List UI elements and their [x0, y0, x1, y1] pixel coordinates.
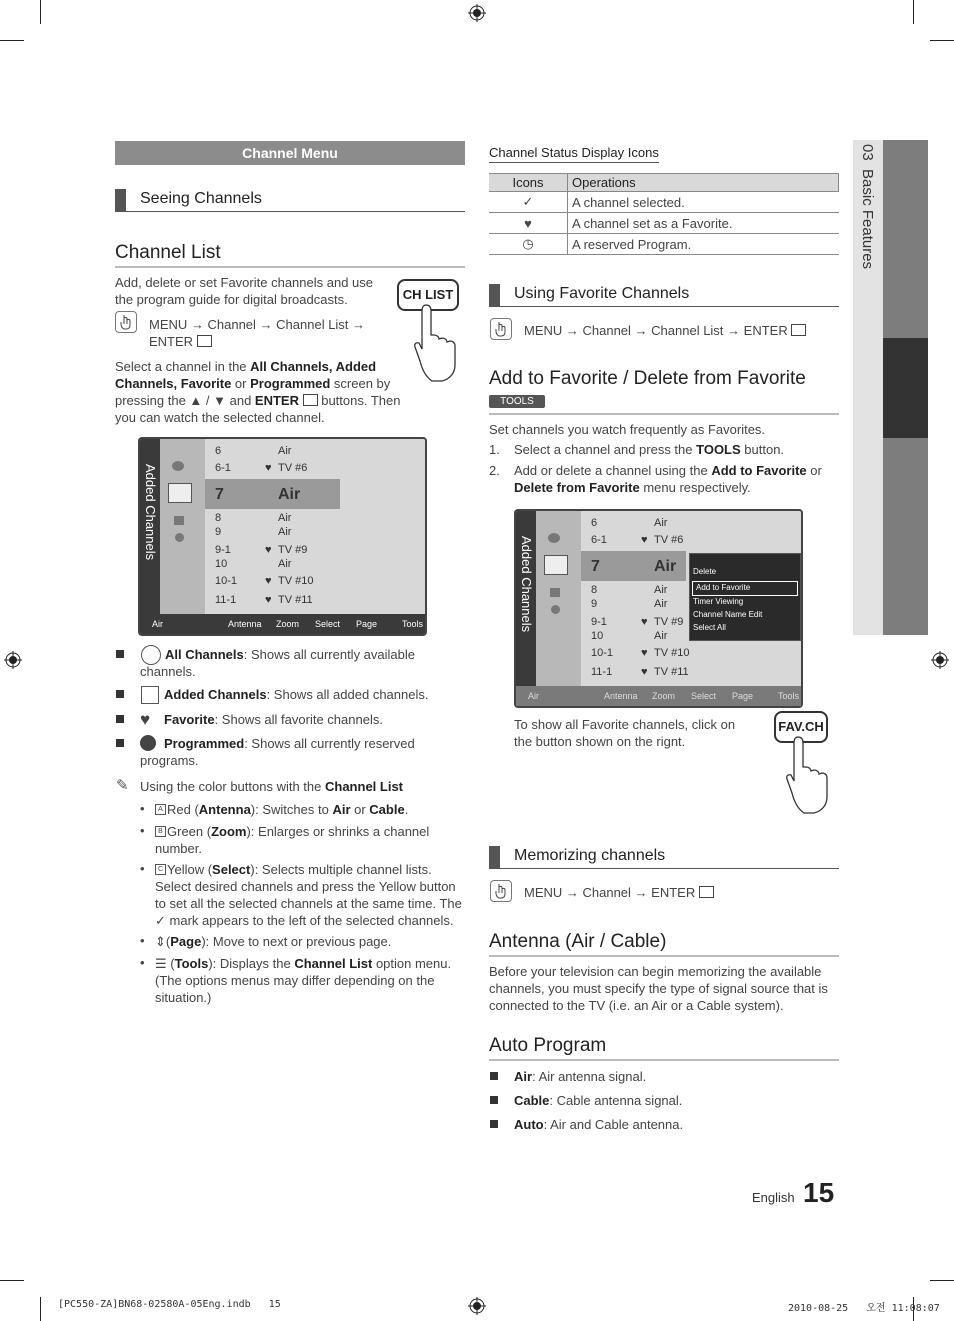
channel-list-menu-path: MENU → Channel → Channel List → ENTER	[149, 317, 366, 349]
screen-footer: Air Antenna Zoom Select Page Tools	[516, 686, 801, 706]
yellow-select-desc: C Yellow (Select): Selects multiple channel lists. Select desired channels and press the Yellow button to set all the selected channels at the same time. The ✓ mark appears to the left of the selected channels.	[155, 862, 462, 928]
channel-list-title: Channel List	[115, 242, 465, 268]
green-zoom-desc: B Green (Zoom): Enlarges or shrinks a channel number.	[155, 824, 430, 856]
channel-list-screen	[138, 437, 427, 636]
favorite-intro: Set channels you watch frequently as Favorites.	[489, 422, 766, 437]
col-icons: Icons	[489, 174, 568, 192]
fav-ch-button: FAV.CH	[774, 711, 828, 743]
footer-language: English	[752, 1190, 795, 1205]
menu-hand-icon	[490, 318, 512, 340]
yellow-button-icon: C	[155, 864, 166, 875]
note-pencil-icon: ✎	[116, 777, 129, 794]
red-antenna-desc: A Red (Antenna): Switches to Air or Cable.	[155, 801, 465, 818]
crop-mark	[40, 0, 41, 24]
favorite-step-1: Select a channel and press the TOOLS button.	[514, 442, 785, 457]
list-item: 11-1 ♥ TV #11	[591, 666, 689, 678]
antenna-text: Before your television can begin memorizing the available channels, you must specify the type of signal source that is connected to the TV (i.e. an Air or a Cable system).	[489, 964, 828, 1013]
channel-list-intro: Add, delete or set Favorite channels and use the program guide for digital broadcasts.	[115, 275, 373, 307]
programmed-desc: Programmed: Shows all currently reserved programs.	[140, 736, 415, 768]
list-item: 6-1 ♥ TV #6	[215, 462, 308, 474]
antenna-title: Antenna (Air / Cable)	[489, 931, 839, 957]
bullet: •	[140, 801, 145, 816]
chapter-tab-label: 03 Basic Features	[859, 144, 876, 270]
bullet	[490, 1072, 498, 1080]
list-item: 10 Air	[215, 558, 292, 570]
red-button-icon: A	[155, 804, 166, 815]
tools-popup-menu	[689, 553, 801, 641]
crop-mark	[40, 1297, 41, 1321]
status-icons-title: Channel Status Display Icons	[489, 145, 659, 163]
hand-pointer-icon	[412, 303, 468, 383]
favorite-icon	[174, 516, 184, 525]
seeing-channels-heading: Seeing Channels	[115, 189, 465, 212]
screen-icon-column	[536, 511, 581, 686]
auto-program-auto: Auto: Air and Cable antenna.	[514, 1117, 684, 1132]
enter-icon	[699, 886, 714, 898]
bullet	[490, 1096, 498, 1104]
crop-mark	[913, 0, 914, 24]
popup-item-delete[interactable]: Delete	[693, 567, 717, 576]
check-icon: ✓	[155, 913, 166, 928]
list-item-selected: 7 Air	[215, 486, 301, 503]
heart-icon: ♥	[489, 213, 568, 234]
enter-icon	[303, 394, 318, 406]
popup-item-timer-viewing[interactable]: Timer Viewing	[693, 597, 744, 606]
auto-program-title: Auto Program	[489, 1035, 839, 1061]
bullet	[490, 1120, 498, 1128]
hand-pointer-icon	[784, 735, 840, 815]
page-number: 15	[803, 1177, 835, 1208]
channel-list-select-text: Select a channel in the All Channels, Added Channels, Favorite or Programmed screen by pressing the ▲ / ▼ and ENTER buttons. Then you can watch the selected channel.	[115, 359, 401, 425]
list-item: 8 Air	[215, 512, 292, 524]
green-button-icon: B	[155, 826, 166, 837]
list-item: 9-1 ♥ TV #9	[215, 544, 308, 556]
list-item: 9 Air	[591, 598, 668, 610]
tools-chip: TOOLS	[489, 395, 545, 408]
programmed-icon	[175, 533, 184, 542]
registration-mark-icon	[468, 1297, 486, 1315]
check-icon: ✓	[489, 192, 568, 213]
favorite-menu-path: MENU → Channel → Channel List → ENTER	[524, 323, 844, 338]
menu-hand-icon	[115, 311, 137, 333]
list-item: 10-1 ♥ TV #10	[591, 647, 690, 659]
crop-mark	[0, 1280, 24, 1281]
step-number: 2.	[489, 463, 500, 478]
all-channels-icon	[172, 461, 184, 471]
color-buttons-note: Using the color buttons with the Channel List	[140, 779, 404, 794]
fav-ch-note: To show all Favorite channels, click on the button shown on the rignt.	[514, 717, 736, 749]
clock-icon: ◷	[489, 234, 568, 255]
bullet	[116, 650, 124, 658]
bullet: •	[140, 933, 145, 948]
crop-mark	[0, 40, 24, 41]
table-row: ✓ A channel selected.	[489, 192, 839, 213]
added-channels-icon	[168, 483, 192, 503]
col-operations: Operations	[568, 174, 839, 192]
registration-mark-icon	[468, 4, 486, 22]
bullet	[116, 715, 124, 723]
heart-icon: ♥	[140, 710, 151, 729]
footer-date: 2010-08-25 오전 11:08:07	[788, 1303, 940, 1314]
bullet: •	[140, 955, 145, 970]
tools-desc: ☰ (Tools): Displays the Channel List option menu. (The options menus may differ depending on the situation.)	[155, 956, 452, 1005]
list-item: 9 Air	[215, 526, 292, 538]
memorizing-heading: Memorizing channels	[489, 846, 839, 869]
list-item: 8 Air	[591, 584, 668, 596]
menu-hand-icon	[490, 880, 512, 902]
chapter-tab-lower	[853, 338, 883, 635]
favorite-desc: Favorite: Shows all favorite channels.	[164, 712, 383, 727]
list-item: 6 Air	[215, 445, 292, 457]
page-desc: ⇕(Page): Move to next or previous page.	[155, 934, 392, 949]
chapter-tab-block	[883, 140, 928, 338]
tools-icon: ☰	[155, 956, 167, 971]
status-icons-table	[489, 173, 839, 255]
divider	[489, 413, 839, 415]
enter-icon	[197, 335, 212, 347]
popup-item-add-favorite[interactable]: Add to Favorite	[692, 581, 798, 596]
popup-item-channel-name-edit[interactable]: Channel Name Edit	[693, 610, 763, 619]
add-favorite-title: Add to Favorite / Delete from Favorite	[489, 368, 806, 389]
list-item: 9-1 ♥ TV #9	[591, 616, 684, 628]
list-item-selected: 7 Air	[591, 558, 677, 575]
enter-icon	[791, 324, 806, 336]
list-item: 6 Air	[591, 517, 668, 529]
screen-icon-column	[160, 439, 205, 614]
bullet	[116, 739, 124, 747]
memorizing-menu-path: MENU → Channel → ENTER	[524, 885, 824, 900]
bullet: •	[140, 823, 145, 838]
crop-mark	[930, 1280, 954, 1281]
favorite-step-2: Add or delete a channel using the Add to Favorite or Delete from Favorite menu respectively.	[514, 463, 822, 495]
list-item: 10-1 ♥ TV #10	[215, 575, 314, 587]
screen-footer: Air Antenna Zoom Select Page Tools	[140, 614, 425, 634]
favorite-screen	[514, 509, 803, 708]
table-row: ◷ A reserved Program.	[489, 234, 839, 255]
bullet: •	[140, 861, 145, 876]
bullet	[116, 690, 124, 698]
footer-file-info: [PC550-ZA]BN68-02580A-05Eng.indb 15	[58, 1299, 281, 1310]
screen-side-label: Added Channels	[516, 511, 536, 686]
added-channels-icon	[141, 686, 159, 704]
screen-channel-list	[205, 439, 425, 614]
chapter-tab-active	[883, 338, 928, 438]
list-item: 10 Air	[591, 630, 668, 642]
page-arrows-icon: ⇕	[155, 934, 166, 949]
screen-side-label: Added Channels	[140, 439, 160, 614]
channel-menu-bar: Channel Menu	[115, 141, 465, 165]
ch-list-button: CH LIST	[397, 279, 459, 311]
auto-program-air: Air: Air antenna signal.	[514, 1069, 647, 1084]
crop-mark	[930, 40, 954, 41]
registration-mark-icon	[4, 651, 22, 669]
using-favorite-heading: Using Favorite Channels	[489, 284, 839, 307]
table-row: ♥ A channel set as a Favorite.	[489, 213, 839, 234]
list-item: 11-1 ♥ TV #11	[215, 594, 313, 606]
chapter-tab-block	[883, 438, 928, 635]
added-channels-desc: Added Channels: Shows all added channels.	[164, 687, 429, 702]
all-channels-desc: All Channels: Shows all currently available channels.	[140, 647, 415, 679]
registration-mark-icon	[931, 651, 949, 669]
selected-row-highlight	[205, 479, 340, 509]
list-item: 6-1 ♥ TV #6	[591, 534, 684, 546]
step-number: 1.	[489, 442, 500, 457]
auto-program-cable: Cable: Cable antenna signal.	[514, 1093, 683, 1108]
popup-item-select-all[interactable]: Select All	[693, 623, 726, 632]
